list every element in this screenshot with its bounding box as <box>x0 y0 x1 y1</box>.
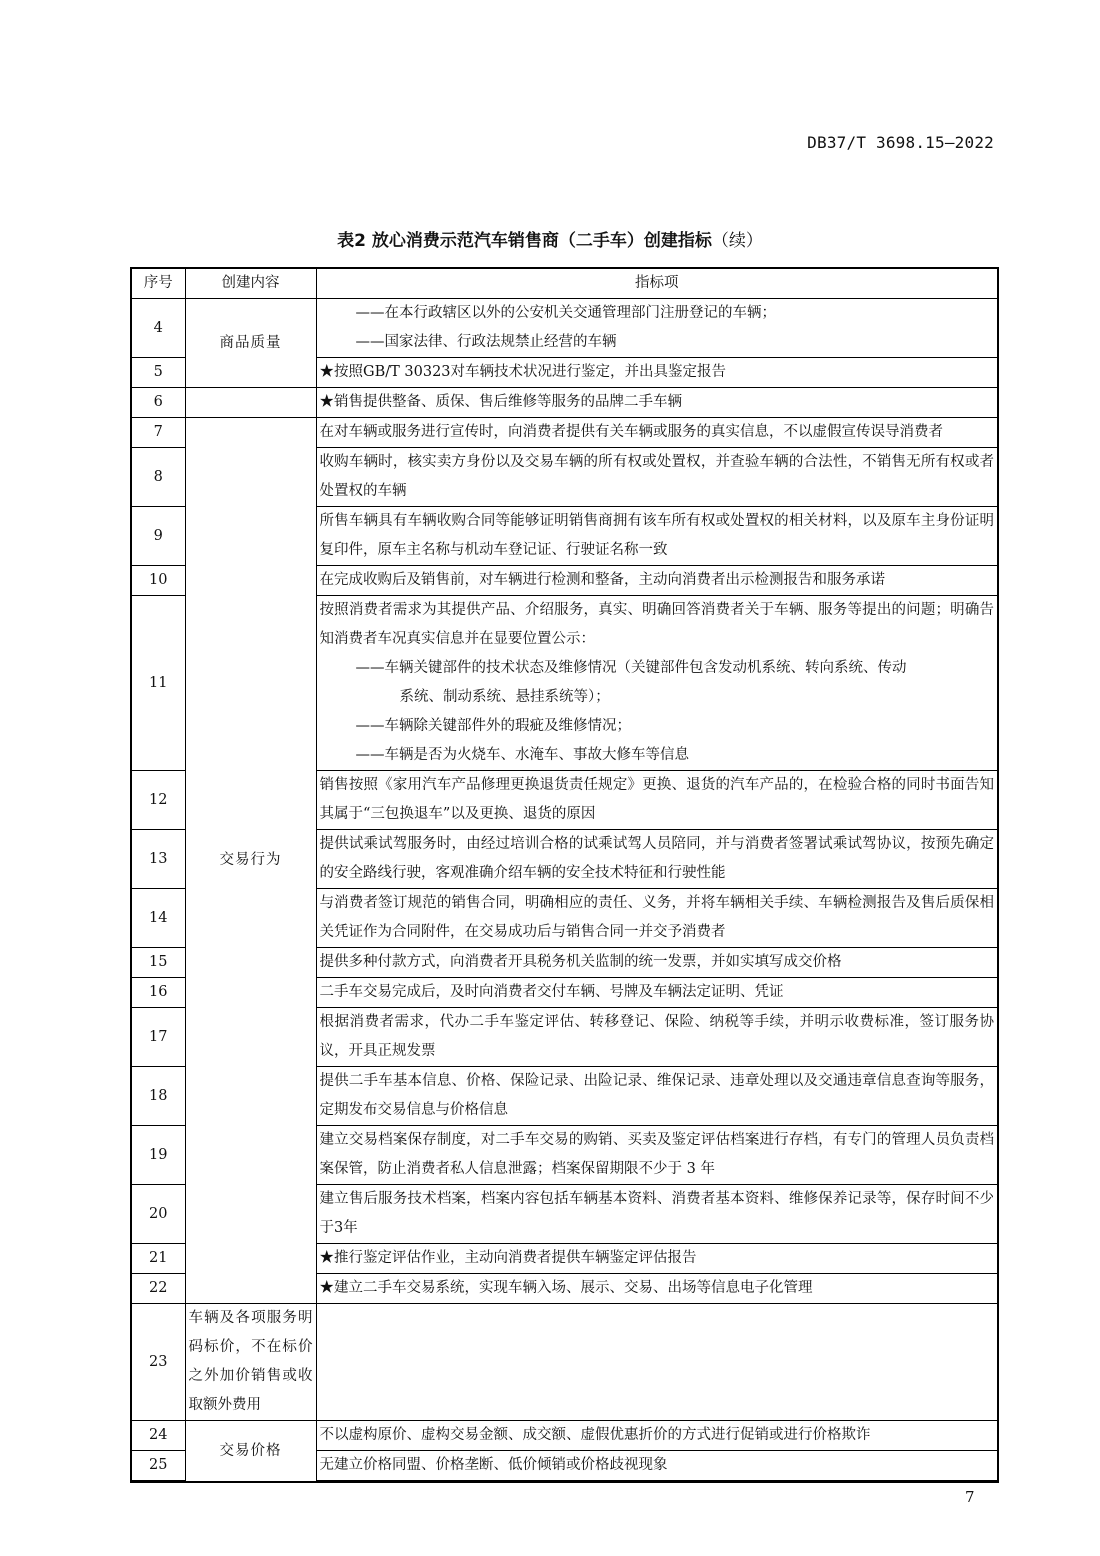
row-number: 25 <box>131 1451 185 1481</box>
item-text: 根据消费者需求，代办二手车鉴定评估、转移登记、保险、纳税等手续，并明示收费标准，签订服务协议，开具正规发票 <box>316 1008 998 1067</box>
table-row <box>131 418 998 448</box>
item-text: 提供试乘试驾服务时，由经过培训合格的试乘试驾人员陪同，并与消费者签署试乘试驾协议，按预先确定的安全路线行驶，客观准确介绍车辆的安全技术特征和行驶性能 <box>316 830 998 889</box>
item-sub-line: ——车辆除关键部件外的瑕疵及维修情况； <box>355 718 631 734</box>
row-number: 20 <box>131 1185 185 1244</box>
header-item: 指标项 <box>316 268 998 299</box>
category-trade-behavior: 交易行为 <box>185 418 316 1304</box>
row-number: 23 <box>131 1304 185 1421</box>
row-number: 7 <box>131 418 185 448</box>
item-sub-line: 系统、制动系统、悬挂系统等）； <box>399 689 610 705</box>
item-text: 无建立价格同盟、价格垄断、低价倾销或价格歧视现象 <box>316 1451 998 1481</box>
item-text: 提供二手车基本信息、价格、保险记录、出险记录、维保记录、违章处理以及交通违章信息查询等服务，定期发布交易信息与价格信息 <box>316 1067 998 1126</box>
row-number: 15 <box>131 948 185 978</box>
item-text: 在完成收购后及销售前，对车辆进行检测和整备，主动向消费者出示检测报告和服务承诺 <box>316 566 998 596</box>
item-text: 车辆及各项服务明码标价，不在标价之外加价销售或收取额外费用 <box>185 1304 316 1421</box>
item-text: ★按照GB/T 30323对车辆技术状况进行鉴定，并出具鉴定报告 <box>316 358 998 388</box>
page-number: 7 <box>965 1488 975 1506</box>
header-category: 创建内容 <box>185 268 316 299</box>
item-sub-line: ——车辆是否为火烧车、水淹车、事故大修车等信息 <box>355 747 689 763</box>
item-sub-line: ——在本行政辖区以外的公安机关交通管理部门注册登记的车辆； <box>355 305 776 321</box>
item-text <box>316 596 998 771</box>
item-text: 在对车辆或服务进行宣传时，向消费者提供有关车辆或服务的真实信息，不以虚假宣传误导消费者 <box>316 418 998 448</box>
row-number: 11 <box>131 596 185 771</box>
table-row <box>131 388 998 418</box>
header-no: 序号 <box>131 268 185 299</box>
item-text: 所售车辆具有车辆收购合同等能够证明销售商拥有该车所有权或处置权的相关材料，以及原车主身份证明复印件，原车主名称与机动车登记证、行驶证名称一致 <box>316 507 998 566</box>
row-number: 21 <box>131 1244 185 1274</box>
item-text: 收购车辆时，核实卖方身份以及交易车辆的所有权或处置权，并查验车辆的合法性，不销售无所有权或者处置权的车辆 <box>316 448 998 507</box>
item-text: 销售按照《家用汽车产品修理更换退货责任规定》更换、退货的汽车产品的，在检验合格的同时书面告知其属于“三包换退车”以及更换、退货的原因 <box>316 771 998 830</box>
document-code: DB37/T 3698.15—2022 <box>807 133 994 152</box>
item-text <box>316 1481 998 1483</box>
row-number: 10 <box>131 566 185 596</box>
item-text: ★推行鉴定评估作业，主动向消费者提供车辆鉴定评估报告 <box>316 1244 998 1274</box>
table-title-continued: （续） <box>711 231 763 251</box>
item-text: 与消费者签订规范的销售合同，明确相应的责任、义务，并将车辆相关手续、车辆检测报告及售后质保相关凭证作为合同附件，在交易成功后与销售合同一并交予消费者 <box>316 889 998 948</box>
category-trade-price: 交易价格 <box>185 1421 316 1483</box>
item-text: 提供多种付款方式，向消费者开具税务机关监制的统一发票，并如实填写成交价格 <box>316 948 998 978</box>
table-header-row <box>131 268 998 299</box>
row-number: 14 <box>131 889 185 948</box>
item-text: ★建立二手车交易系统，实现车辆入场、展示、交易、出场等信息电子化管理 <box>316 1274 998 1304</box>
category-empty <box>185 388 316 418</box>
row-number: 12 <box>131 771 185 830</box>
row-number: 6 <box>131 388 185 418</box>
item-sub-line: ——车辆关键部件的技术状态及维修情况（关键部件包含发动机系统、转向系统、传动 <box>355 660 907 676</box>
item-text: 建立交易档案保存制度，对二手车交易的购销、买卖及鉴定评估档案进行存档，有专门的管理人员负责档案保管，防止消费者私人信息泄露；档案保留期限不少于 3 年 <box>316 1126 998 1185</box>
row-number: 8 <box>131 448 185 507</box>
table-title-main: 表2 放心消费示范汽车销售商（二手车）创建指标 <box>337 231 712 251</box>
item-text <box>316 299 998 358</box>
row-number: 5 <box>131 358 185 388</box>
row-number: 17 <box>131 1008 185 1067</box>
row-number: 16 <box>131 978 185 1008</box>
row-number: 9 <box>131 507 185 566</box>
table-row <box>131 1304 998 1421</box>
table-row <box>131 299 998 358</box>
item-intro: 按照消费者需求为其提供产品、介绍服务，真实、明确回答消费者关于车辆、服务等提出的问题；明确告知消费者车况真实信息并在显要位置公示： <box>319 602 994 647</box>
row-number: 18 <box>131 1067 185 1126</box>
item-text: 二手车交易完成后，及时向消费者交付车辆、号牌及车辆法定证明、凭证 <box>316 978 998 1008</box>
row-number <box>131 1481 185 1483</box>
row-number: 24 <box>131 1421 185 1451</box>
category-goods-quality: 商品质量 <box>185 299 316 388</box>
item-text: 建立售后服务技术档案，档案内容包括车辆基本资料、消费者基本资料、维修保养记录等，保存时间不少于3年 <box>316 1185 998 1244</box>
row-number: 13 <box>131 830 185 889</box>
table-row <box>131 1421 998 1451</box>
item-text: 不以虚构原价、虚构交易金额、成交额、虚假优惠折价的方式进行促销或进行价格欺诈 <box>316 1421 998 1451</box>
item-text: ★销售提供整备、质保、售后维修等服务的品牌二手车辆 <box>316 388 998 418</box>
item-sub-line: ——国家法律、行政法规禁止经营的车辆 <box>355 334 617 350</box>
index-table <box>130 267 999 1483</box>
table-title <box>0 226 1100 251</box>
row-number: 22 <box>131 1274 185 1304</box>
row-number: 19 <box>131 1126 185 1185</box>
row-number: 4 <box>131 299 185 358</box>
